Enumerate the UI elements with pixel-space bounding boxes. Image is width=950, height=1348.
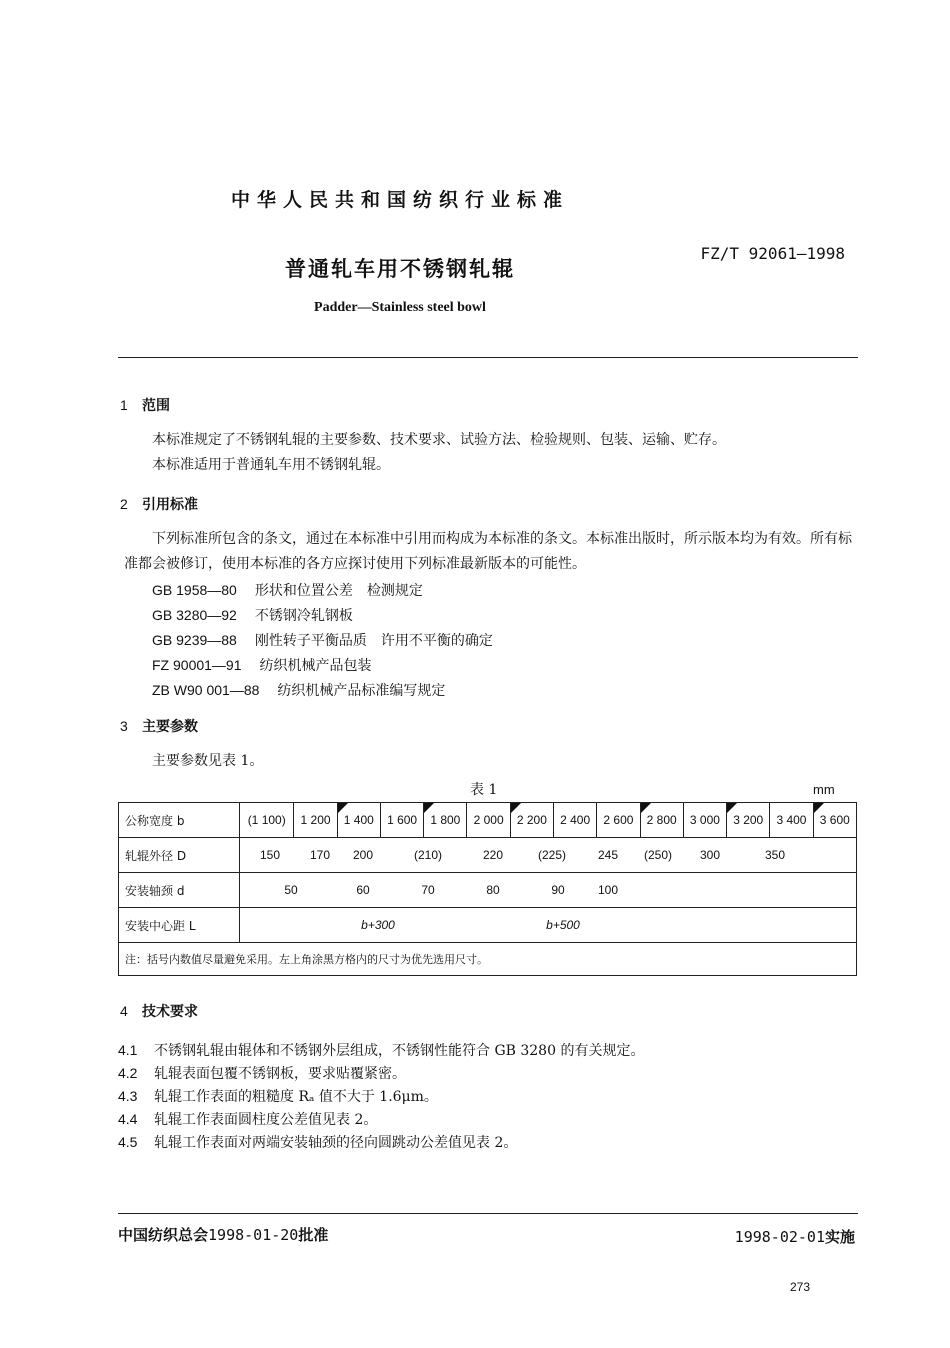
requirement-text: 轧辊工作表面圆柱度公差值见表 2。	[154, 1112, 378, 1128]
width-cell-preferred: 1 800	[424, 803, 467, 838]
section-2-para-1: 下列标准所包含的条文，通过在本标准中引用而构成为本标准的条文。本标准出版时，所示版本均为有效。所有标准都会被修订，使用本标准的各方应探讨使用下列标准最新版本的可能性。	[124, 531, 852, 572]
diameter-value: 170	[309, 848, 331, 862]
diameter-value: (210)	[413, 848, 443, 862]
requirement-text: 轧辊工作表面的粗糙度 Rₐ 值不大于 1.6μm。	[154, 1089, 438, 1105]
reference-code: FZ 90001—91	[152, 657, 242, 673]
reference-item	[152, 605, 353, 625]
reference-name: 纺织机械产品标准编写规定	[277, 683, 446, 699]
requirement-item	[118, 1132, 644, 1155]
requirement-number: 4.1	[118, 1042, 138, 1058]
requirement-item	[118, 1063, 644, 1086]
reference-code: GB 3280—92	[152, 607, 237, 623]
diameter-value: (250)	[643, 848, 673, 862]
section-4-heading	[120, 1001, 198, 1021]
distance-value: b+300	[361, 918, 395, 932]
reference-code: ZB W90 001—88	[152, 682, 260, 698]
distance-value: b+500	[546, 918, 580, 932]
requirement-number: 4.4	[118, 1111, 138, 1127]
implementation-line	[735, 1226, 855, 1247]
section-4-title: 技术要求	[142, 1004, 198, 1020]
issuing-body: 中华人民共和国纺织行业标准	[230, 189, 569, 211]
width-cell-preferred: 2 800	[640, 803, 683, 838]
row-label-width: 公称宽度 b	[119, 803, 240, 838]
journal-value: 60	[356, 883, 370, 897]
section-3-number: 3	[120, 718, 128, 734]
journal-value: 100	[597, 883, 619, 897]
requirements-list	[118, 1040, 644, 1155]
section-2-heading	[120, 494, 198, 514]
requirement-number: 4.5	[118, 1134, 138, 1150]
diameter-values	[240, 838, 857, 873]
row-label-journal: 安装轴颈 d	[119, 873, 240, 908]
requirement-text: 轧辊表面包覆不锈钢板，要求贴覆紧密。	[154, 1066, 406, 1082]
width-cell-preferred: 1 400	[337, 803, 380, 838]
width-cell-preferred: 3 600	[813, 803, 856, 838]
section-3-title: 主要参数	[142, 719, 198, 735]
requirement-text: 不锈钢轧辊由辊体和不锈钢外层组成，不锈钢性能符合 GB 3280 的有关规定。	[154, 1043, 645, 1059]
reference-code: GB 9239—88	[152, 632, 237, 648]
distance-values	[240, 908, 857, 943]
section-1-para-2: 本标准适用于普通轧车用不锈钢轧辊。	[152, 457, 390, 473]
journal-value: 80	[486, 883, 500, 897]
english-title: Padder—Stainless steel bowl	[314, 300, 486, 315]
reference-item	[152, 655, 372, 675]
approval-line	[118, 1224, 328, 1245]
document-title: 普通轧车用不锈钢轧辊	[285, 257, 515, 281]
reference-name: 不锈钢冷轧钢板	[254, 608, 353, 624]
requirement-item	[118, 1086, 644, 1109]
section-3-para-1: 主要参数见表 1。	[152, 753, 264, 769]
row-label-diameter: 轧辊外径 D	[119, 838, 240, 873]
row-label-distance: 安装中心距 L	[119, 908, 240, 943]
reference-name: 刚性转子平衡品质 许用不平衡的确定	[254, 633, 493, 649]
section-3-heading	[120, 716, 198, 736]
journal-value: 90	[551, 883, 565, 897]
reference-item	[152, 680, 445, 700]
diameter-value: (225)	[537, 848, 567, 862]
table-note: 注：括号内数值尽量避免采用。左上角涂黑方格内的尺寸为优先选用尺寸。	[119, 943, 857, 976]
requirement-number: 4.3	[118, 1088, 138, 1104]
diameter-value: 220	[482, 848, 504, 862]
requirement-item	[118, 1109, 644, 1132]
reference-item	[152, 580, 423, 600]
section-2-title: 引用标准	[142, 497, 198, 513]
section-4-number: 4	[120, 1003, 128, 1019]
parameters-table	[118, 802, 857, 976]
requirement-item	[118, 1040, 644, 1063]
standard-code: FZ/T 92061—1998	[700, 244, 845, 263]
approval-label: 批准	[298, 1226, 329, 1244]
width-cell: 2 000	[467, 803, 510, 838]
requirement-text: 轧辊工作表面对两端安装轴颈的径向圆跳动公差值见表 2。	[154, 1135, 518, 1151]
section-2-number: 2	[120, 496, 128, 512]
approval-date: 1998-01-20	[208, 1226, 299, 1244]
table-row-note	[119, 943, 857, 976]
diameter-value: 350	[764, 848, 786, 862]
width-cell: 3 000	[683, 803, 726, 838]
implementation-label: 实施	[824, 1228, 855, 1246]
width-cell-preferred: 3 200	[727, 803, 770, 838]
table-1-caption: 表 1	[470, 782, 498, 798]
footer-divider	[118, 1213, 858, 1214]
reference-name: 形状和位置公差 检测规定	[254, 583, 423, 599]
implementation-date: 1998-02-01	[734, 1228, 825, 1246]
table-row-width	[119, 803, 857, 838]
section-1-heading	[120, 395, 170, 415]
reference-name: 纺织机械产品包装	[259, 658, 372, 674]
journal-values	[240, 873, 857, 908]
table-1-unit: mm	[813, 782, 835, 797]
journal-value: 70	[421, 883, 435, 897]
width-cell-preferred: 2 200	[510, 803, 553, 838]
section-1-number: 1	[120, 397, 128, 413]
width-cell: 2 400	[554, 803, 597, 838]
page-number: 273	[790, 1280, 811, 1294]
diameter-value: 300	[699, 848, 721, 862]
header-divider	[118, 357, 858, 358]
diameter-value: 150	[259, 848, 281, 862]
table-row-distance	[119, 908, 857, 943]
diameter-value: 200	[352, 848, 374, 862]
diameter-value: 245	[597, 848, 619, 862]
table-row-journal	[119, 873, 857, 908]
section-1-para-1: 本标准规定了不锈钢轧辊的主要参数、技术要求、试验方法、检验规则、包装、运输、贮存。	[152, 432, 726, 448]
width-cell: 3 400	[770, 803, 813, 838]
journal-value: 50	[284, 883, 298, 897]
width-cell: 1 600	[380, 803, 423, 838]
requirement-number: 4.2	[118, 1065, 138, 1081]
width-cell: 1 200	[294, 803, 337, 838]
width-cell: 2 600	[597, 803, 640, 838]
reference-code: GB 1958—80	[152, 582, 237, 598]
width-cell: (1 100)	[240, 803, 294, 838]
approval-org: 中国纺织总会	[118, 1226, 209, 1244]
section-1-title: 范围	[142, 398, 170, 414]
reference-item	[152, 630, 493, 650]
table-row-diameter	[119, 838, 857, 873]
